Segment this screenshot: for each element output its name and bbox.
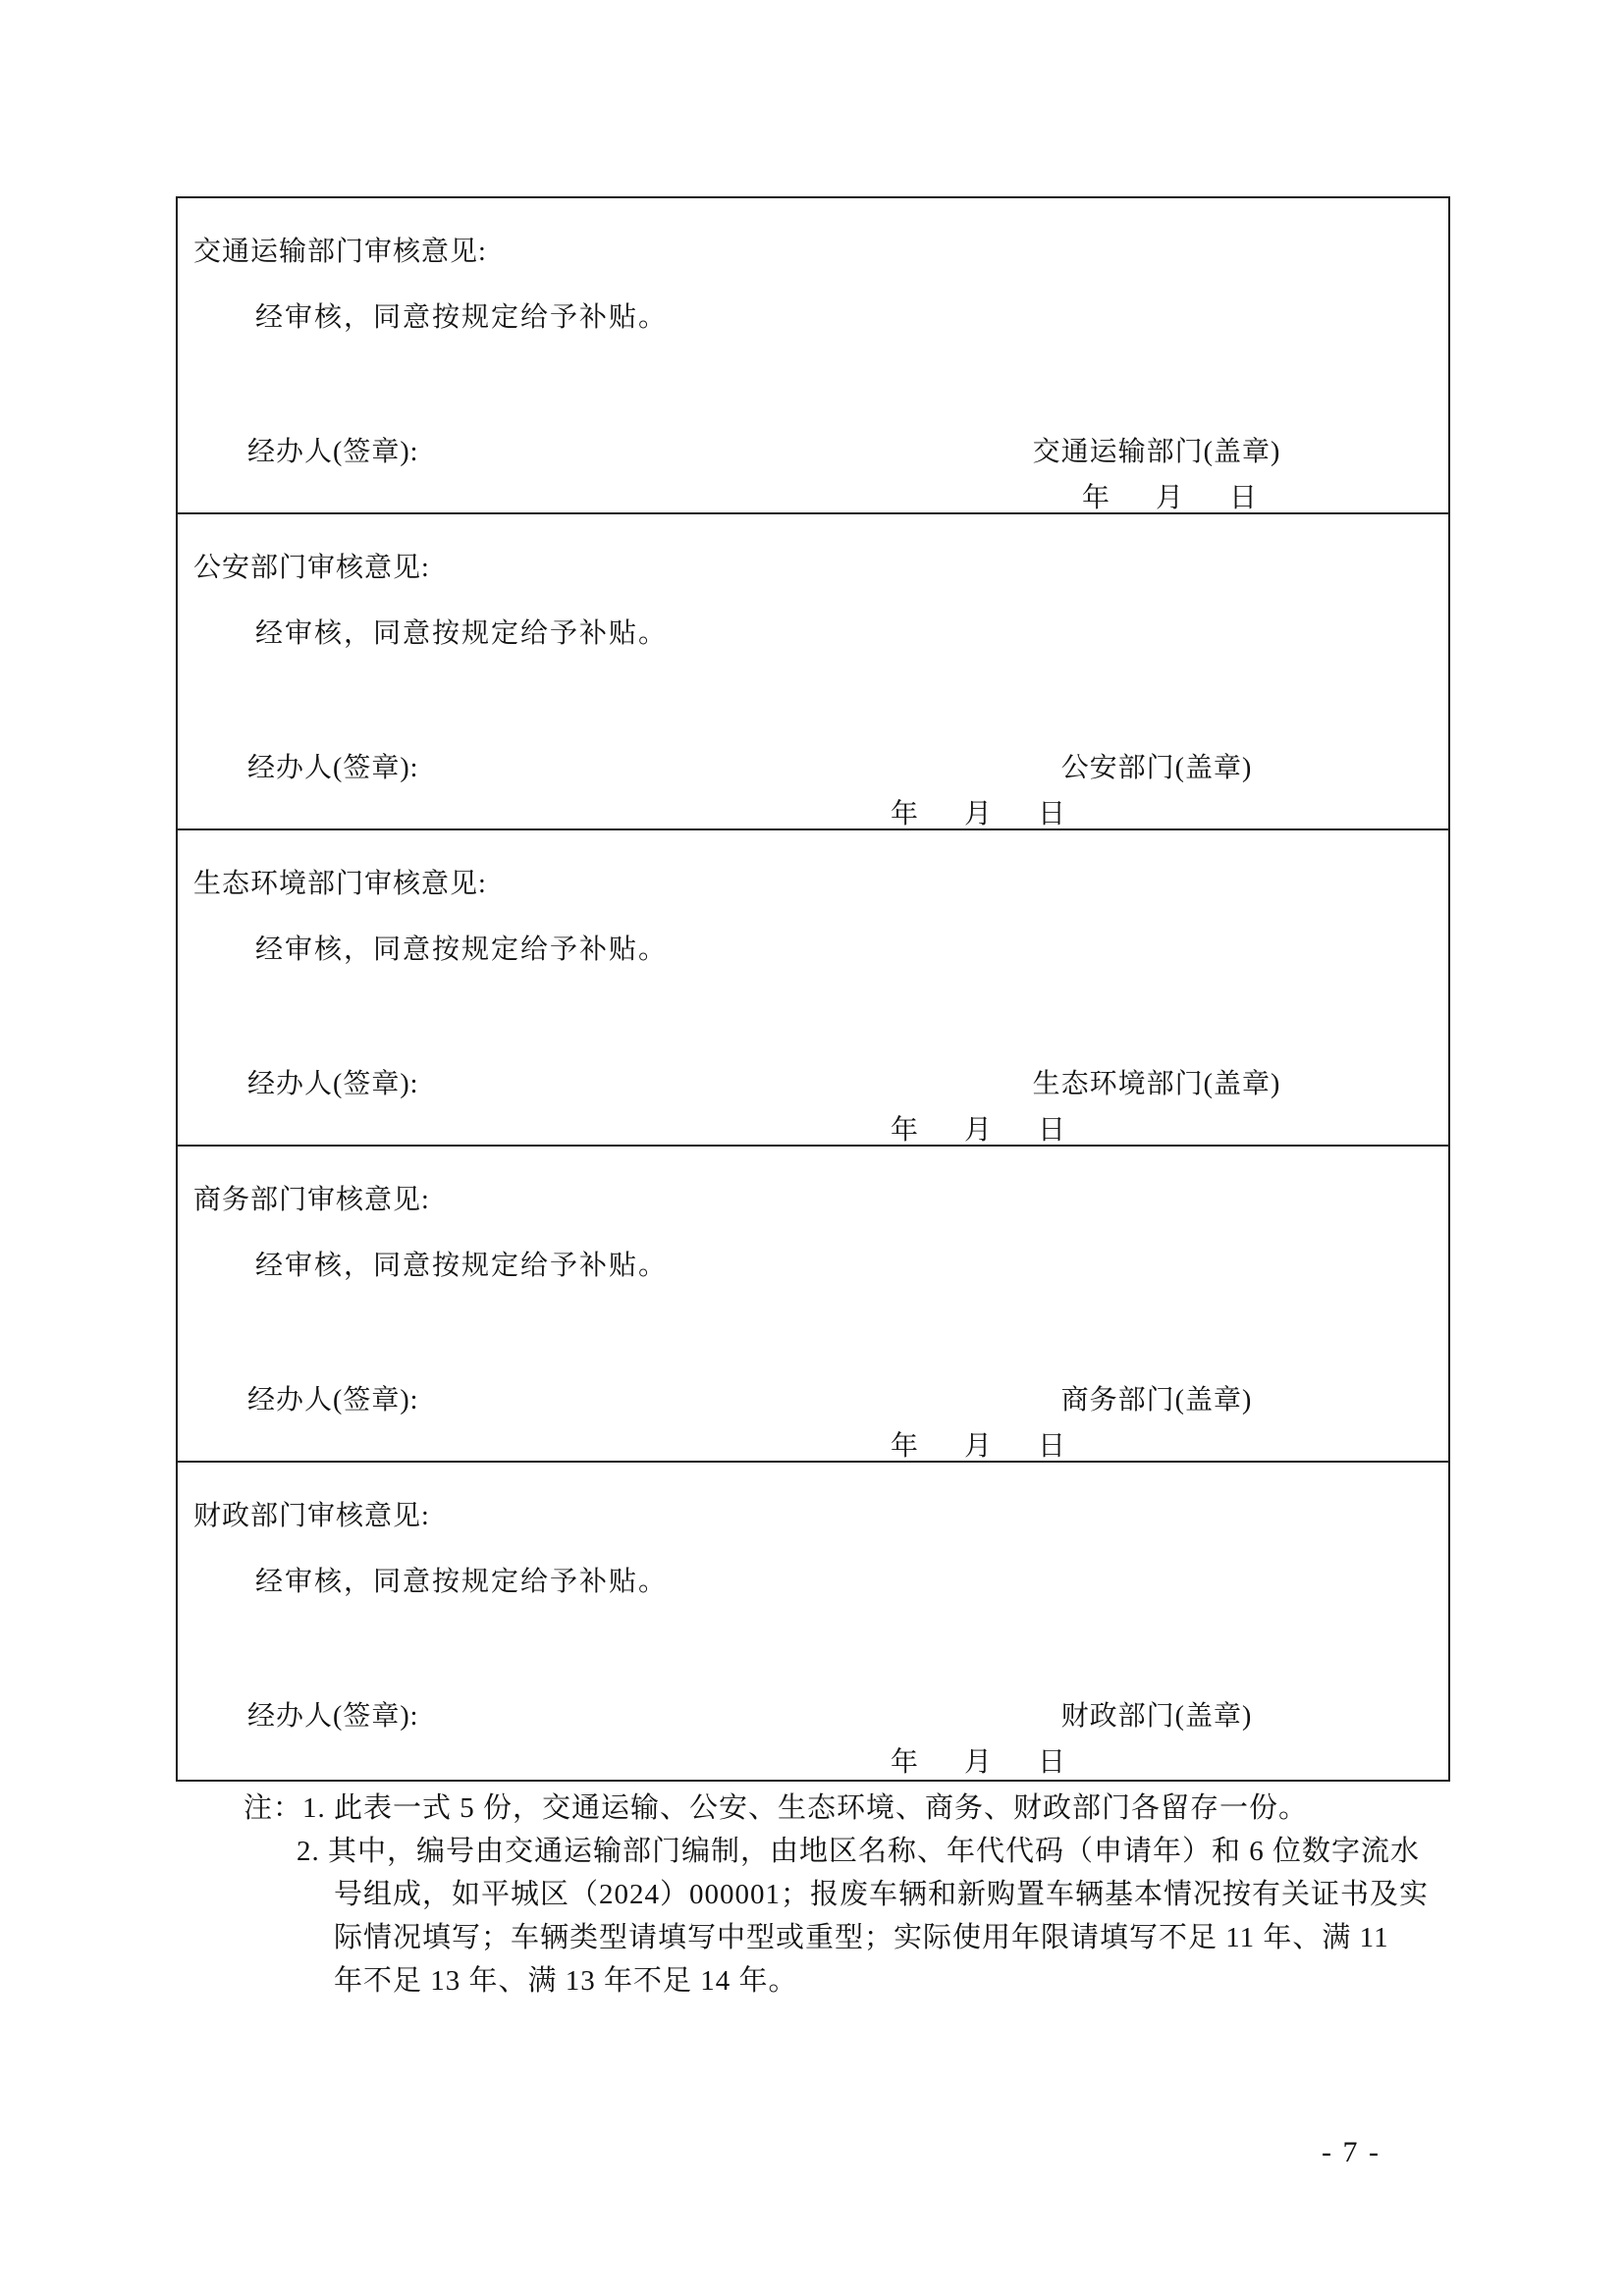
day-label: 日 [1038, 1115, 1066, 1146]
year-label: 年 [891, 1115, 919, 1146]
department-stamp-label: 财政部门(盖章) [1060, 1701, 1253, 1732]
handler-signature-label: 经办人(签章): [247, 1385, 419, 1415]
date-line [891, 792, 1065, 831]
day-label: 日 [1038, 1431, 1066, 1462]
day-label: 日 [1229, 483, 1258, 513]
month-label: 月 [964, 799, 993, 829]
note-line: 2. 其中，编号由交通运输部门编制，由地区名称、年代代码（申请年）和 6 位数字流水 [297, 1836, 1421, 1867]
date-line [891, 1740, 1065, 1780]
review-section-police [178, 514, 1448, 830]
handler-signature-label: 经办人(签章): [247, 437, 419, 467]
date-line [891, 1108, 1065, 1148]
review-comment: 经审核，同意按规定给予补贴。 [255, 302, 669, 333]
review-comment: 经审核，同意按规定给予补贴。 [255, 1567, 669, 1597]
month-label: 月 [964, 1747, 993, 1778]
note-line: 际情况填写；车辆类型请填写中型或重型；实际使用年限请填写不足 11 年、满 11 [334, 1922, 1389, 1953]
month-label: 月 [1156, 483, 1184, 513]
department-stamp-label: 公安部门(盖章) [1060, 753, 1253, 783]
note-line: 注：1. 此表一式 5 份，交通运输、公安、生态环境、商务、财政部门各留存一份。 [244, 1792, 1309, 1824]
review-comment: 经审核，同意按规定给予补贴。 [255, 934, 669, 965]
review-comment: 经审核，同意按规定给予补贴。 [255, 618, 669, 649]
department-stamp-label: 交通运输部门(盖章) [1032, 437, 1281, 467]
month-label: 月 [964, 1115, 993, 1146]
department-stamp-label: 生态环境部门(盖章) [1032, 1069, 1281, 1099]
note-line: 号组成，如平城区（2024）000001；报废车辆和新购置车辆基本情况按有关证书及实 [334, 1879, 1430, 1910]
review-section-transport [178, 198, 1448, 514]
review-comment: 经审核，同意按规定给予补贴。 [255, 1251, 669, 1281]
day-label: 日 [1038, 799, 1066, 829]
section-title: 交通运输部门审核意见: [193, 237, 487, 267]
review-section-ecology [178, 830, 1448, 1147]
note-line: 年不足 13 年、满 13 年不足 14 年。 [334, 1965, 798, 1997]
date-line [891, 1424, 1065, 1464]
handler-signature-label: 经办人(签章): [247, 753, 419, 783]
handler-signature-label: 经办人(签章): [247, 1069, 419, 1099]
section-title: 财政部门审核意见: [193, 1501, 430, 1531]
section-title: 商务部门审核意见: [193, 1185, 430, 1215]
review-section-commerce [178, 1147, 1448, 1463]
department-stamp-label: 商务部门(盖章) [1060, 1385, 1253, 1415]
year-label: 年 [1082, 483, 1110, 513]
year-label: 年 [891, 799, 919, 829]
approval-form-table [176, 196, 1450, 1782]
section-title: 公安部门审核意见: [193, 553, 430, 583]
date-line [1082, 476, 1257, 515]
page-number: - 7 - [1322, 2136, 1380, 2168]
handler-signature-label: 经办人(签章): [247, 1701, 419, 1732]
review-section-finance [178, 1463, 1448, 1780]
year-label: 年 [891, 1747, 919, 1778]
section-title: 生态环境部门审核意见: [193, 869, 487, 899]
day-label: 日 [1038, 1747, 1066, 1778]
year-label: 年 [891, 1431, 919, 1462]
month-label: 月 [964, 1431, 993, 1462]
